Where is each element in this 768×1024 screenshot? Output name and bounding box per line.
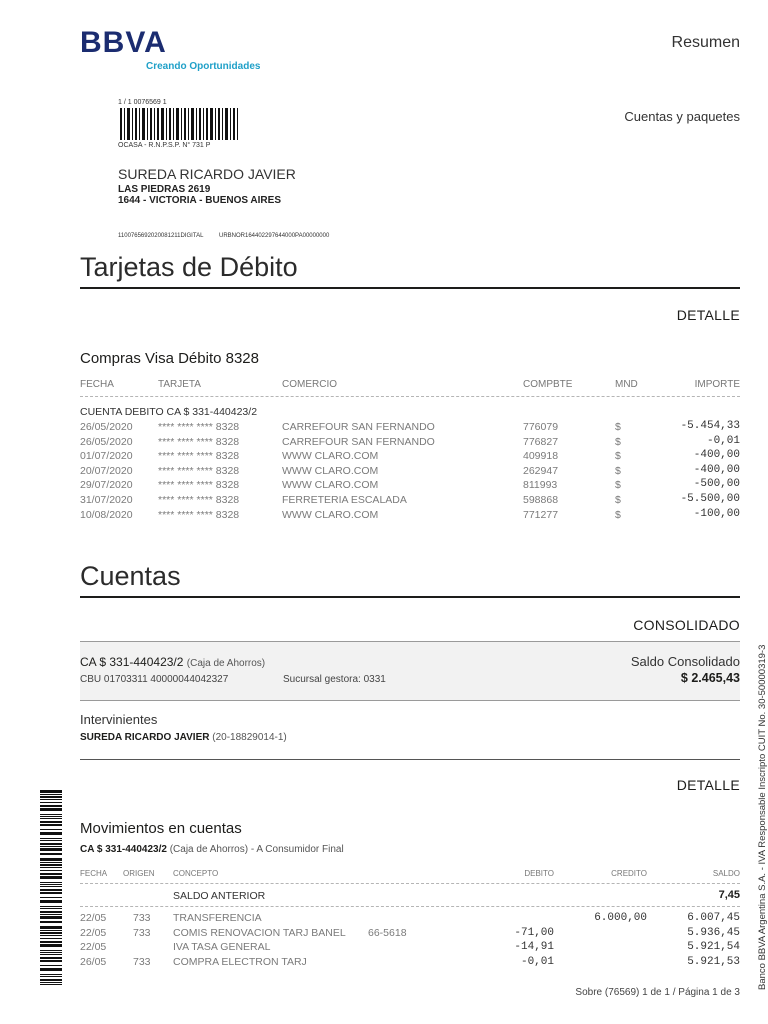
document-subtitle: Cuentas y paquetes (624, 109, 740, 124)
debit-cell-comercio: WWW CLARO.COM (282, 464, 379, 477)
debit-cell-importe: -100,00 (693, 507, 740, 520)
row-divider (80, 906, 740, 907)
movement-cell-saldo: 5.921,54 (687, 941, 740, 953)
debit-cell-fecha: 29/07/2020 (80, 479, 133, 492)
header-divider (80, 883, 740, 884)
debit-cell-mnd: $ (615, 494, 621, 506)
balance-value: $ 2.465,43 (680, 671, 740, 685)
debit-cell-importe: -5.454,33 (680, 420, 740, 432)
mailing-ref-right: URBNOR164402297644000PA00000000 (219, 233, 330, 239)
debit-cell-tarjeta: **** **** **** 8328 (158, 435, 240, 448)
movements-account-desc: (Caja de Ahorros) - A Consumidor Final (169, 844, 344, 855)
debit-cell-compbte: 409918 (523, 450, 559, 463)
movements-title: Movimientos en cuentas (80, 820, 242, 837)
bbva-logo: BBVA (80, 26, 167, 59)
col-compbte: COMPBTE (523, 379, 573, 390)
debit-cell-compbte: 262947 (523, 464, 559, 477)
mailing-code-top: 1 / 1 0076569 1 (118, 99, 167, 106)
movement-cell-origen: 733 (133, 912, 151, 924)
branch-info: Sucursal gestora: 0331 (283, 674, 386, 685)
debit-cell-comercio: WWW CLARO.COM (282, 508, 379, 521)
col-importe: IMPORTE (694, 379, 740, 390)
debit-cell-comercio: WWW CLARO.COM (282, 450, 379, 463)
debit-cell-tarjeta: **** **** **** 8328 (158, 508, 240, 521)
movement-cell-origen: 733 (133, 955, 151, 968)
box-divider (80, 759, 740, 760)
mov-col-concepto: CONCEPTO (173, 869, 219, 878)
mailing-ref-left: 1100765692020081211DIGITAL (118, 233, 204, 239)
movement-cell-concepto: COMIS RENOVACION TARJ BANEL (173, 926, 346, 939)
debit-cell-fecha: 20/07/2020 (80, 464, 133, 477)
mov-col-credito: CREDITO (611, 869, 647, 878)
col-comercio: COMERCIO (282, 379, 337, 390)
debit-cell-tarjeta: **** **** **** 8328 (158, 464, 240, 477)
account-number-value: CA $ 331-440423/2 (80, 655, 184, 669)
debit-cell-importe: -400,00 (693, 463, 740, 476)
address-line-1: LAS PIEDRAS 2619 (118, 184, 211, 195)
detail-label: DETALLE (676, 307, 740, 323)
debit-cards-title: Tarjetas de Débito (80, 252, 298, 282)
debit-cell-compbte: 776827 (523, 435, 559, 448)
movements-detail-label: DETALLE (676, 777, 740, 793)
mov-col-saldo: SALDO (712, 869, 740, 878)
page-info: Sobre (76569) 1 de 1 / Página 1 de 3 (575, 987, 740, 998)
debit-cell-compbte: 776079 (523, 421, 559, 433)
debit-cell-mnd: $ (615, 450, 621, 463)
debit-cell-importe: -400,00 (693, 449, 740, 462)
holders-label: Intervinientes (80, 712, 158, 727)
cbu-number: CBU 01703311 40000044042327 (80, 674, 229, 685)
logo-tagline: Creando Oportunidades (146, 61, 261, 72)
debit-cell-tarjeta: **** **** **** 8328 (158, 479, 240, 492)
mailing-barcode (120, 108, 238, 140)
movement-cell-debito: -0,01 (520, 955, 554, 968)
movement-cell-debito: -71,00 (514, 926, 554, 939)
debit-cell-fecha: 10/08/2020 (80, 508, 133, 521)
col-tarjeta: TARJETA (158, 379, 201, 390)
section-divider (80, 596, 740, 598)
address-line-2: 1644 - VICTORIA - BUENOS AIRES (118, 195, 281, 206)
debit-cell-compbte: 771277 (523, 508, 559, 521)
debit-cell-compbte: 598868 (523, 494, 559, 506)
section-divider (80, 287, 740, 289)
movement-cell-credito: 6.000,00 (594, 912, 647, 924)
debit-cell-fecha: 31/07/2020 (80, 494, 133, 506)
holder-row (80, 732, 287, 743)
mailing-code-bottom: OCASA - R.N.P.S.P. N° 731 P (118, 142, 211, 149)
debit-cell-fecha: 26/05/2020 (80, 421, 133, 433)
debit-cell-importe: -5.500,00 (680, 493, 740, 505)
movement-cell-saldo: 5.921,53 (687, 955, 740, 968)
account-type: (Caja de Ahorros) (186, 658, 266, 669)
col-mnd: MND (615, 379, 638, 390)
movement-cell-debito: -14,91 (514, 941, 554, 953)
holder-name: SUREDA RICARDO JAVIER (80, 732, 210, 743)
side-barcode (40, 790, 62, 985)
debit-cell-comercio: WWW CLARO.COM (282, 479, 379, 492)
legal-vertical-text: Banco BBVA Argentina S.A. - IVA Responsable Inscripto CUIT No. 30-50000319-3 (757, 644, 768, 990)
debit-cell-importe: -0,01 (706, 434, 740, 447)
movement-cell-fecha: 26/05 (80, 955, 107, 968)
debit-cell-comercio: CARREFOUR SAN FERNANDO (282, 421, 435, 433)
debit-cell-fecha: 26/05/2020 (80, 435, 133, 448)
movement-cell-concepto: IVA TASA GENERAL (173, 941, 271, 953)
movement-cell-extra: 66-5618 (368, 926, 407, 939)
movement-cell-concepto: TRANSFERENCIA (173, 912, 262, 924)
account-number (80, 655, 265, 669)
debit-cell-importe: -500,00 (693, 478, 740, 491)
accounts-title: Cuentas (80, 561, 181, 591)
debit-cell-compbte: 811993 (523, 479, 558, 492)
movement-cell-fecha: 22/05 (80, 912, 107, 924)
movement-cell-fecha: 22/05 (80, 926, 107, 939)
debit-cell-tarjeta: **** **** **** 8328 (158, 421, 240, 433)
previous-balance-value: 7,45 (718, 889, 740, 901)
movement-cell-fecha: 22/05 (80, 941, 107, 953)
document-title: Resumen (671, 34, 740, 51)
box-divider (80, 700, 740, 701)
mov-col-fecha: FECHA (80, 869, 108, 878)
movement-cell-origen: 733 (133, 926, 151, 939)
debit-cell-mnd: $ (615, 479, 621, 492)
account-summary-box (80, 642, 740, 700)
debit-cell-mnd: $ (615, 435, 621, 448)
mov-col-origen: ORIGEN (123, 869, 155, 878)
header-divider (80, 396, 740, 397)
movement-cell-concepto: COMPRA ELECTRON TARJ (173, 955, 307, 968)
debit-cell-mnd: $ (615, 421, 621, 433)
debit-cell-comercio: CARREFOUR SAN FERNANDO (282, 435, 435, 448)
movements-account-number: CA $ 331-440423/2 (80, 844, 167, 855)
debit-cell-fecha: 01/07/2020 (80, 450, 133, 463)
movements-account (80, 844, 344, 855)
mov-col-debito: DEBITO (524, 869, 554, 878)
debit-cell-comercio: FERRETERIA ESCALADA (282, 494, 407, 506)
movement-cell-saldo: 5.936,45 (687, 926, 740, 939)
previous-balance-label: SALDO ANTERIOR (173, 890, 266, 902)
col-fecha: FECHA (80, 379, 114, 390)
debit-account-label: CUENTA DEBITO CA $ 331-440423/2 (80, 406, 258, 418)
debit-cell-mnd: $ (615, 464, 621, 477)
debit-purchases-subtitle: Compras Visa Débito 8328 (80, 350, 259, 367)
debit-cell-tarjeta: **** **** **** 8328 (158, 494, 240, 506)
consolidated-label: CONSOLIDADO (633, 617, 740, 633)
customer-name: SUREDA RICARDO JAVIER (118, 166, 296, 182)
debit-cell-mnd: $ (615, 508, 621, 521)
debit-cell-tarjeta: **** **** **** 8328 (158, 450, 240, 463)
holder-id: (20-18829014-1) (212, 732, 287, 743)
balance-label: Saldo Consolidado (630, 654, 740, 669)
movement-cell-saldo: 6.007,45 (687, 912, 740, 924)
